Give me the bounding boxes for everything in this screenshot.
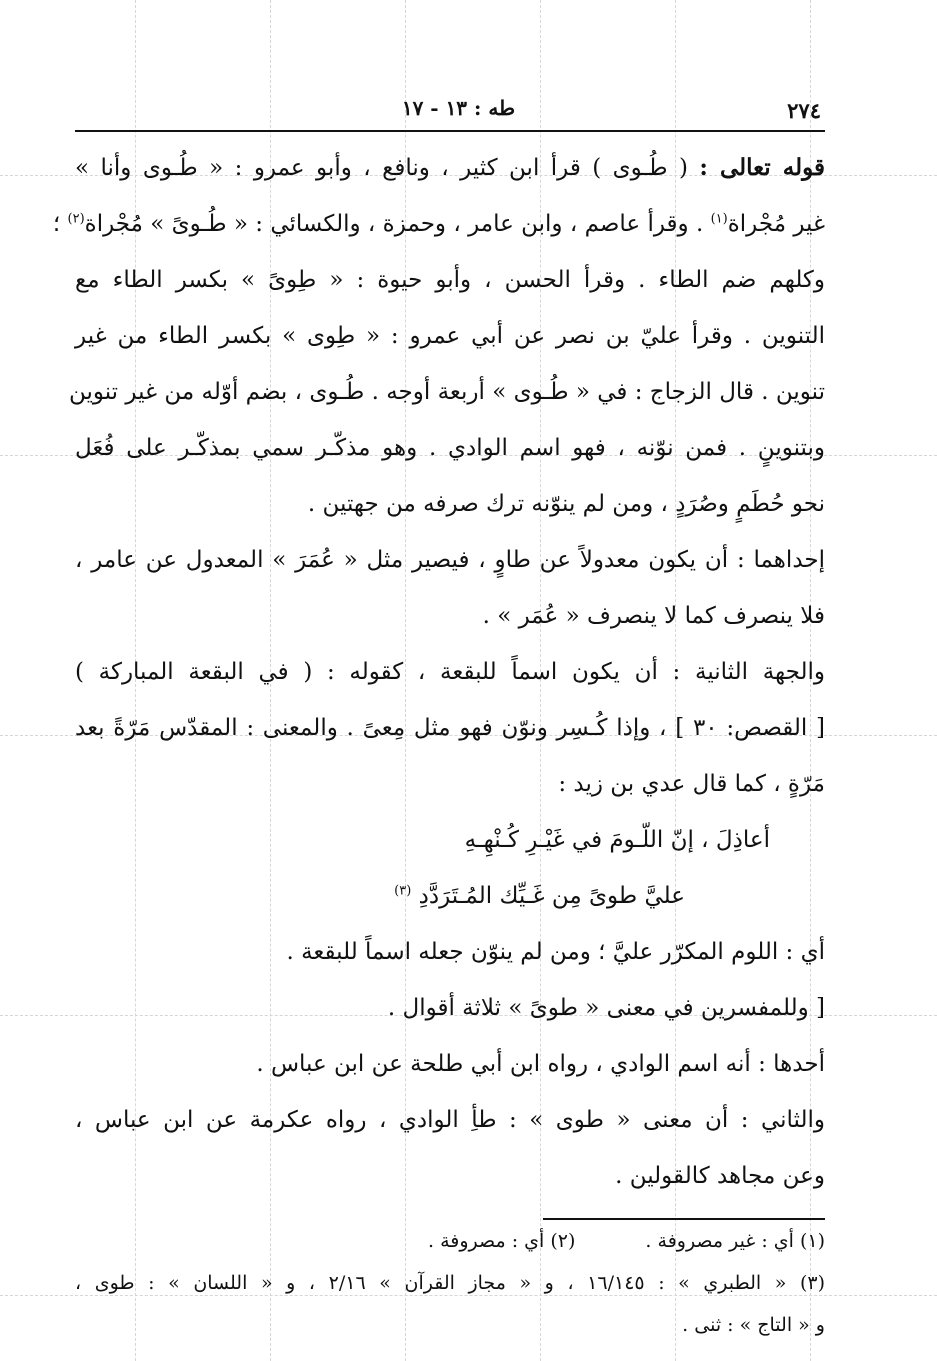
footnote-ref[interactable]: (٣) bbox=[394, 883, 412, 899]
text-line: وبتنوينٍ . فمن نوّنه ، فهو اسم الوادي . وهو مذكّـر سمي بمذكّـر على فُعَل bbox=[75, 435, 825, 461]
text-line bbox=[52, 196, 825, 252]
text-line: والجهة الثانية : أن يكون اسماً للبقعة ، كقوله : ( في البقعة المباركة ) bbox=[75, 659, 825, 685]
text-line: مَرّةٍ ، كما قال عدي بن زيد : bbox=[558, 771, 825, 797]
footnote-line bbox=[75, 1220, 825, 1262]
footnote: (٣) « الطبري » : ١٦/١٤٥ ، و « مجاز القرآن » ٢/١٦ ، و « اللسان » : طوى ، bbox=[75, 1272, 825, 1294]
footnotes bbox=[75, 1220, 825, 1346]
text-line: [ القصص: ٣٠ ] ، وإذا كُـسِر ونوّن فهو مثل مِعىً . والمعنى : المقدّس مَرّةً بعد bbox=[75, 715, 826, 741]
text-span: ( طُـوى ) قرأ ابن كثير ، ونافع ، وأبو عمرو : « طُـوى وأنا » bbox=[75, 155, 700, 181]
running-title: طه : ١٣ - ١٧ bbox=[401, 96, 515, 120]
footnote: (١) أي : غير مصروفة . bbox=[645, 1230, 825, 1252]
text-line: والثاني : أن معنى « طوى » : طأِ الوادي ، رواه عكرمة عن ابن عباس ، bbox=[75, 1107, 825, 1133]
text-line: أي : اللوم المكرّر عليَّ ؛ ومن لم ينوّن جعله اسماً للبقعة . bbox=[286, 939, 825, 965]
text-line bbox=[75, 140, 825, 196]
text-line: إحداهما : أن يكون معدولاً عن طاوٍ ، فيصير مثل « عُمَرَ » المعدول عن عامر ، bbox=[75, 547, 825, 573]
page-header bbox=[75, 80, 825, 132]
text-span: . وقرأ عاصم ، وابن عامر ، وحمزة ، والكسائي : « طُـوىً » مُجْراة bbox=[84, 211, 711, 237]
footnote: و « التاج » : ثنى . bbox=[682, 1314, 825, 1336]
text-line: وكلهم ضم الطاء . وقرأ الحسن ، وأبو حيوة : « طِوىً » بكسر الطاء مع bbox=[75, 267, 825, 293]
footnote-ref[interactable]: (١) bbox=[710, 211, 728, 227]
main-text bbox=[52, 140, 826, 1204]
text-line: أحدها : أنه اسم الوادي ، رواه ابن أبي طلحة عن ابن عباس . bbox=[256, 1051, 825, 1077]
poem-verse: أعاذِلَ ، إنّ اللّـومَ في غَيْـرِ كُـنْهِـهِ bbox=[464, 827, 770, 853]
verse-text: عليَّ طوىً مِن غَـيِّك المُـتَرَدَّدِ bbox=[418, 883, 685, 909]
poem-verse bbox=[75, 868, 825, 924]
page-number: ٢٧٤ bbox=[787, 98, 821, 123]
text-span: غير مُجْراة bbox=[727, 211, 825, 237]
text-line: نحو حُطَمٍ وصُرَدٍ ، ومن لم ينوّنه ترك صرفه من جهتين . bbox=[307, 491, 825, 517]
footnote: (٢) أي : مصروفة . bbox=[428, 1230, 576, 1252]
text-line: فلا ينصرف كما لا ينصرف « عُمَر » . bbox=[482, 603, 825, 629]
footnote-ref[interactable]: (٢) bbox=[67, 211, 85, 227]
book-page bbox=[52, 80, 826, 1346]
lead-phrase: قوله تعالى : bbox=[699, 154, 826, 181]
text-line: التنوين . وقرأ عليّ بن نصر عن أبي عمرو : « طِوى » بكسر الطاء من غير bbox=[75, 323, 825, 349]
text-line: [ وللمفسرين في معنى « طوىً » ثلاثة أقوال . bbox=[387, 995, 825, 1021]
text-line: تنوين . قال الزجاج : في « طُـوى » أربعة أوجه . طُـوى ، بضم أوّله من غير تنوين bbox=[68, 379, 825, 405]
text-span: ؛ bbox=[52, 211, 68, 237]
text-line: وعن مجاهد كالقولين . bbox=[615, 1163, 825, 1189]
